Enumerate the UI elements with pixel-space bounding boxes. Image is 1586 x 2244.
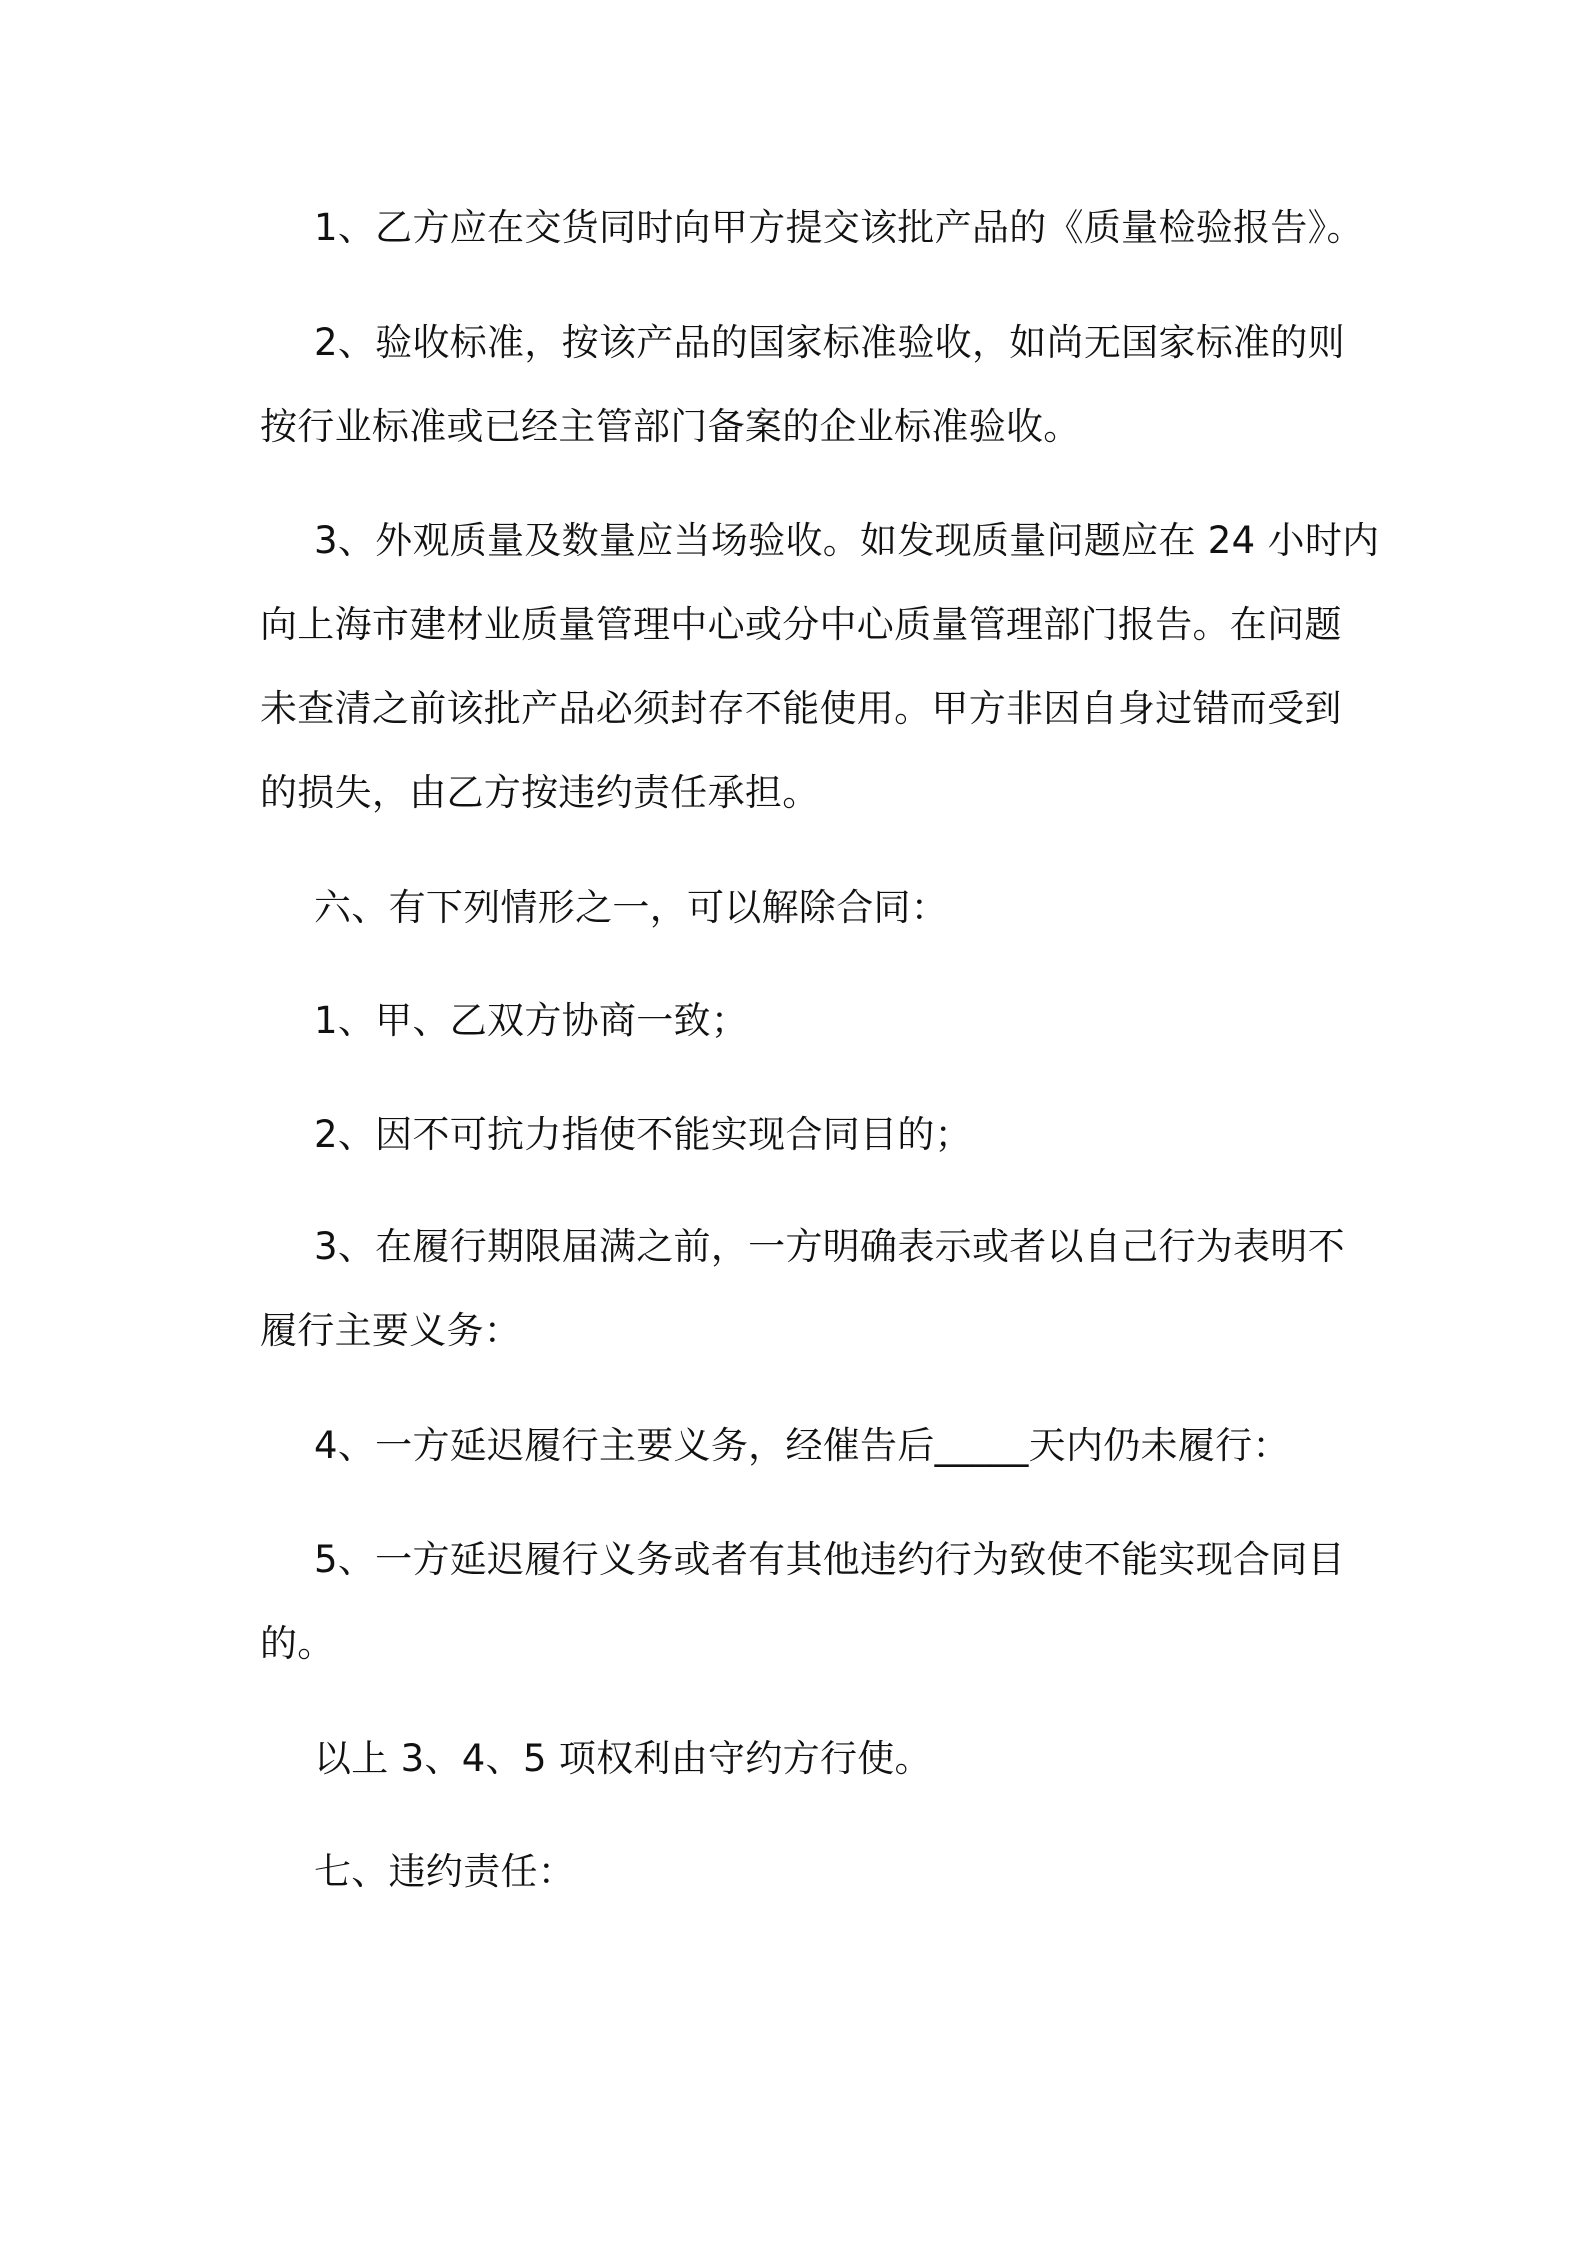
paragraph-line: 的。	[260, 1622, 335, 1665]
termination-item-5	[260, 1518, 1460, 1686]
paragraph-line: 2、验收标准，按该产品的国家标准验收，如尚无国家标准的则	[314, 321, 1345, 364]
section-heading: 六、有下列情形之一，可以解除合同：	[314, 886, 949, 929]
section-heading: 七、违约责任：	[314, 1850, 576, 1893]
paragraph-line: 1、乙方应在交货同时向甲方提交该批产品的《质量检验报告》。	[314, 206, 1364, 249]
section-heading-liability	[260, 1830, 1460, 1914]
paragraph-line: 5、一方延迟履行义务或者有其他违约行为致使不能实现合同目	[314, 1538, 1345, 1581]
termination-item-3	[260, 1205, 1460, 1373]
clause-acceptance-standard	[260, 301, 1460, 469]
paragraph-line: 未查清之前该批产品必须封存不能使用。甲方非因自身过错而受到	[260, 687, 1342, 730]
paragraph-line: 以上 3、4、5 项权利由守约方行使。	[314, 1737, 932, 1780]
termination-item-4	[260, 1404, 1460, 1488]
termination-item-2	[260, 1093, 1460, 1177]
paragraph-line: 履行主要义务：	[260, 1309, 522, 1352]
paragraph-line: 向上海市建材业质量管理中心或分中心质量管理部门报告。在问题	[260, 603, 1342, 646]
paragraph-line: 按行业标准或已经主管部门备案的企业标准验收。	[260, 405, 1081, 448]
paragraph-line: 3、外观质量及数量应当场验收。如发现质量问题应在 24 小时内	[314, 519, 1380, 562]
termination-item-1	[260, 979, 1460, 1063]
paragraph-line: 的损失，由乙方按违约责任承担。	[260, 771, 820, 814]
section-heading-termination	[260, 866, 1460, 950]
paragraph-line: 3、在履行期限届满之前，一方明确表示或者以自己行为表明不	[314, 1225, 1345, 1268]
paragraph-line: 2、因不可抗力指使不能实现合同目的；	[314, 1113, 972, 1156]
termination-rights-note	[260, 1717, 1460, 1801]
paragraph-line: 4、一方延迟履行主要义务，经催告后_____天内仍未履行：	[314, 1424, 1290, 1467]
clause-quality-report	[260, 186, 1460, 270]
paragraph-line: 1、甲、乙双方协商一致；	[314, 999, 749, 1042]
clause-onsite-inspection	[260, 499, 1460, 835]
